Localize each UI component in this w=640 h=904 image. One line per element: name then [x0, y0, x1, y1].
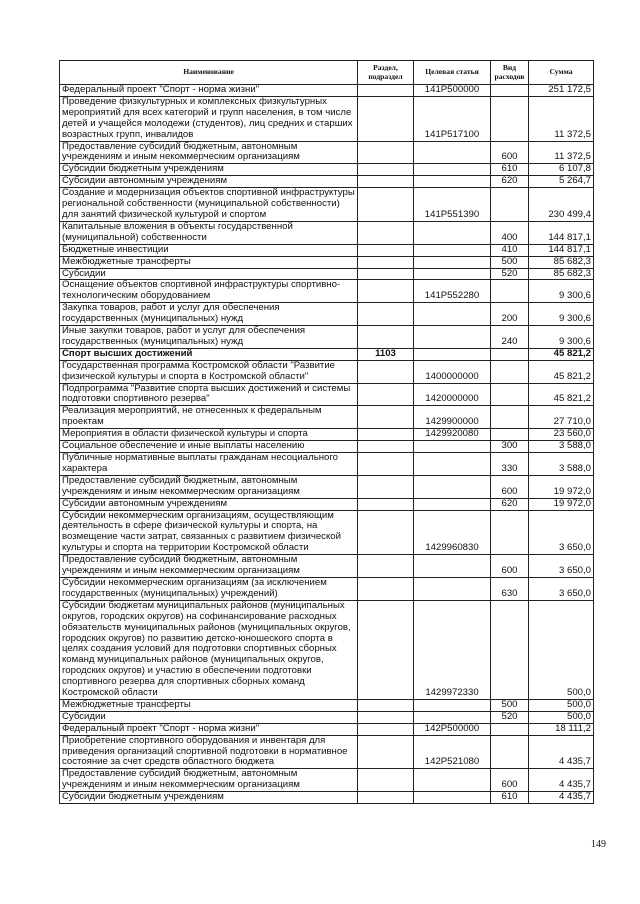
table-row	[60, 429, 594, 441]
cell-section	[358, 441, 414, 453]
table-row	[60, 164, 594, 176]
cell-sum: 5 264,7	[529, 176, 594, 188]
cell-sum: 3 588,0	[529, 441, 594, 453]
cell-target	[414, 244, 491, 256]
cell-sum: 19 972,0	[529, 475, 594, 498]
cell-section	[358, 792, 414, 804]
cell-target	[414, 792, 491, 804]
cell-target: 141P500000	[414, 85, 491, 97]
cell-target: 1429920080	[414, 429, 491, 441]
cell-expense	[491, 280, 529, 303]
cell-sum: 85 682,3	[529, 256, 594, 268]
cell-expense: 600	[491, 555, 529, 578]
cell-expense	[491, 406, 529, 429]
cell-name: Субсидии бюджетным учреждениям	[60, 792, 358, 804]
cell-expense: 610	[491, 164, 529, 176]
cell-name: Субсидии автономным учреждениям	[60, 498, 358, 510]
cell-target	[414, 256, 491, 268]
cell-target	[414, 221, 491, 244]
cell-target	[414, 348, 491, 360]
cell-expense	[491, 735, 529, 769]
header-expense: Вид расходов	[491, 61, 529, 85]
cell-target: 141P517100	[414, 96, 491, 141]
table-row	[60, 406, 594, 429]
cell-name: Субсидии некоммерческим организациям (за исключением государственных (муниципальных) учреждений)	[60, 577, 358, 600]
cell-section	[358, 256, 414, 268]
table-row	[60, 256, 594, 268]
cell-target	[414, 141, 491, 164]
cell-name: Капитальные вложения в объекты государственной (муниципальной) собственности	[60, 221, 358, 244]
table-row	[60, 498, 594, 510]
cell-section	[358, 453, 414, 476]
cell-name: Бюджетные инвестиции	[60, 244, 358, 256]
table-row	[60, 383, 594, 406]
cell-sum: 500,0	[529, 699, 594, 711]
cell-expense: 610	[491, 792, 529, 804]
cell-name: Публичные нормативные выплаты гражданам несоциального характера	[60, 453, 358, 476]
cell-name: Субсидии бюджетам муниципальных районов (муниципальных округов, городских округов) на софинансирование расходных обязательств муниципальных районов (муниципальных округов, городских округов) по развитию детско-юношеского спорта в целях создания условий для подготовки спортивных сборных команд муниципальных районов (муниципальных округов, городских округов) и участию в обеспечении подготовки спортивного резерва для спортивных сборных команд Костромской области	[60, 600, 358, 699]
cell-section	[358, 429, 414, 441]
cell-sum: 251 172,5	[529, 85, 594, 97]
cell-target	[414, 475, 491, 498]
cell-section	[358, 600, 414, 699]
cell-expense: 520	[491, 711, 529, 723]
cell-section: 1103	[358, 348, 414, 360]
table-row	[60, 475, 594, 498]
cell-target	[414, 303, 491, 326]
cell-expense: 620	[491, 498, 529, 510]
cell-expense: 240	[491, 326, 529, 349]
table-row	[60, 176, 594, 188]
cell-name: Федеральный проект "Спорт - норма жизни"	[60, 85, 358, 97]
cell-target: 1429972330	[414, 600, 491, 699]
cell-expense	[491, 348, 529, 360]
cell-target	[414, 555, 491, 578]
table-row	[60, 555, 594, 578]
budget-sheet	[59, 60, 593, 804]
cell-name: Социальное обеспечение и иные выплаты населению	[60, 441, 358, 453]
table-row	[60, 348, 594, 360]
cell-target	[414, 176, 491, 188]
cell-section	[358, 555, 414, 578]
cell-expense: 330	[491, 453, 529, 476]
cell-section	[358, 188, 414, 222]
table-row	[60, 723, 594, 735]
cell-name: Межбюджетные трансферты	[60, 699, 358, 711]
cell-name: Подпрограмма "Развитие спорта высших достижений и системы подготовки спортивного резерва"	[60, 383, 358, 406]
cell-sum: 3 650,0	[529, 577, 594, 600]
cell-sum: 4 435,7	[529, 735, 594, 769]
cell-section	[358, 221, 414, 244]
cell-sum: 45 821,2	[529, 348, 594, 360]
table-row	[60, 441, 594, 453]
cell-name: Государственная программа Костромской области "Развитие физической культуры и спорта в Костромской области"	[60, 360, 358, 383]
cell-section	[358, 176, 414, 188]
table-row	[60, 326, 594, 349]
cell-name: Субсидии	[60, 711, 358, 723]
cell-expense: 500	[491, 699, 529, 711]
cell-expense	[491, 360, 529, 383]
cell-expense	[491, 188, 529, 222]
table-row	[60, 453, 594, 476]
cell-sum: 4 435,7	[529, 792, 594, 804]
cell-sum: 9 300,6	[529, 303, 594, 326]
cell-target	[414, 441, 491, 453]
table-row	[60, 711, 594, 723]
cell-name: Проведение физкультурных и комплексных физкультурных мероприятий для всех категорий и групп населения, в том числе детей и учащейся молодежи (студентов), лиц средних и старших возрастных групп, инвалидов	[60, 96, 358, 141]
cell-sum: 230 499,4	[529, 188, 594, 222]
table-row	[60, 96, 594, 141]
cell-name: Субсидии	[60, 268, 358, 280]
cell-name: Предоставление субсидий бюджетным, автономным учреждениям и иным некоммерческим организациям	[60, 555, 358, 578]
cell-expense: 520	[491, 268, 529, 280]
cell-target	[414, 453, 491, 476]
cell-expense	[491, 723, 529, 735]
header-name: Наименование	[60, 61, 358, 85]
cell-name: Приобретение спортивного оборудования и инвентаря для приведения организаций спортивной подготовки в нормативное состояние за счет средств областного бюджета	[60, 735, 358, 769]
cell-name: Спорт высших достижений	[60, 348, 358, 360]
cell-target: 1420000000	[414, 383, 491, 406]
cell-expense: 400	[491, 221, 529, 244]
cell-name: Субсидии некоммерческим организациям, осуществляющим деятельность в сфере физической культуры и спорта, на возмещение части затрат, связанных с развитием физической культуры и спорта на территории Костромской области	[60, 510, 358, 555]
cell-sum: 45 821,2	[529, 360, 594, 383]
cell-sum: 3 650,0	[529, 555, 594, 578]
cell-expense: 500	[491, 256, 529, 268]
table-row	[60, 792, 594, 804]
table-row	[60, 735, 594, 769]
table-row	[60, 360, 594, 383]
cell-section	[358, 303, 414, 326]
table-row	[60, 699, 594, 711]
cell-target: 141P551390	[414, 188, 491, 222]
cell-name: Предоставление субсидий бюджетным, автономным учреждениям и иным некоммерческим организациям	[60, 141, 358, 164]
cell-target: 1429900000	[414, 406, 491, 429]
cell-sum: 45 821,2	[529, 383, 594, 406]
table-body	[60, 85, 594, 804]
cell-name: Иные закупки товаров, работ и услуг для обеспечения государственных (муниципальных) нужд	[60, 326, 358, 349]
cell-target	[414, 577, 491, 600]
table-row	[60, 244, 594, 256]
table-row	[60, 141, 594, 164]
cell-section	[358, 164, 414, 176]
cell-sum: 19 972,0	[529, 498, 594, 510]
cell-target	[414, 164, 491, 176]
cell-section	[358, 769, 414, 792]
table-row	[60, 769, 594, 792]
cell-section	[358, 510, 414, 555]
cell-expense	[491, 600, 529, 699]
cell-section	[358, 475, 414, 498]
cell-section	[358, 96, 414, 141]
table-row	[60, 577, 594, 600]
cell-section	[358, 406, 414, 429]
table-header-row	[60, 61, 594, 85]
table-row	[60, 85, 594, 97]
cell-sum: 3 588,0	[529, 453, 594, 476]
cell-name: Реализация мероприятий, не отнесенных к федеральным проектам	[60, 406, 358, 429]
cell-section	[358, 711, 414, 723]
cell-sum: 3 650,0	[529, 510, 594, 555]
cell-section	[358, 85, 414, 97]
cell-target: 142P500000	[414, 723, 491, 735]
cell-section	[358, 723, 414, 735]
cell-sum: 6 107,8	[529, 164, 594, 176]
cell-sum: 11 372,5	[529, 141, 594, 164]
cell-sum: 23 560,0	[529, 429, 594, 441]
table-row	[60, 510, 594, 555]
header-section: Раздел, подраздел	[358, 61, 414, 85]
cell-name: Субсидии автономным учреждениям	[60, 176, 358, 188]
table-row	[60, 303, 594, 326]
header-target: Целевая статья	[414, 61, 491, 85]
cell-target	[414, 326, 491, 349]
cell-section	[358, 735, 414, 769]
cell-section	[358, 498, 414, 510]
cell-section	[358, 141, 414, 164]
cell-expense: 630	[491, 577, 529, 600]
cell-sum: 4 435,7	[529, 769, 594, 792]
cell-target	[414, 268, 491, 280]
cell-expense: 600	[491, 769, 529, 792]
table-row	[60, 280, 594, 303]
cell-name: Предоставление субсидий бюджетным, автономным учреждениям и иным некоммерческим организациям	[60, 769, 358, 792]
cell-sum: 85 682,3	[529, 268, 594, 280]
cell-expense: 200	[491, 303, 529, 326]
header-sum: Сумма	[529, 61, 594, 85]
cell-name: Субсидии бюджетным учреждениям	[60, 164, 358, 176]
cell-sum: 18 111,2	[529, 723, 594, 735]
cell-name: Мероприятия в области физической культуры и спорта	[60, 429, 358, 441]
cell-target	[414, 711, 491, 723]
cell-sum: 27 710,0	[529, 406, 594, 429]
cell-name: Межбюджетные трансферты	[60, 256, 358, 268]
cell-expense	[491, 383, 529, 406]
cell-name: Оснащение объектов спортивной инфраструктуры спортивно-технологическим оборудованием	[60, 280, 358, 303]
table-row	[60, 188, 594, 222]
cell-section	[358, 244, 414, 256]
cell-section	[358, 699, 414, 711]
cell-expense: 410	[491, 244, 529, 256]
cell-target	[414, 769, 491, 792]
cell-target	[414, 498, 491, 510]
cell-section	[358, 280, 414, 303]
page-number: 149	[591, 839, 606, 850]
cell-section	[358, 577, 414, 600]
cell-name: Создание и модернизация объектов спортивной инфраструктуры региональной собственности (муниципальной собственности) для занятий физической культурой и спортом	[60, 188, 358, 222]
cell-expense: 600	[491, 475, 529, 498]
cell-expense: 620	[491, 176, 529, 188]
cell-sum: 9 300,6	[529, 326, 594, 349]
cell-name: Закупка товаров, работ и услуг для обеспечения государственных (муниципальных) нужд	[60, 303, 358, 326]
cell-expense	[491, 85, 529, 97]
cell-sum: 144 817,1	[529, 221, 594, 244]
cell-sum: 9 300,6	[529, 280, 594, 303]
cell-expense	[491, 510, 529, 555]
cell-expense: 600	[491, 141, 529, 164]
cell-sum: 11 372,5	[529, 96, 594, 141]
cell-name: Предоставление субсидий бюджетным, автономным учреждениям и иным некоммерческим организациям	[60, 475, 358, 498]
table-row	[60, 600, 594, 699]
cell-sum: 144 817,1	[529, 244, 594, 256]
cell-target: 142P521080	[414, 735, 491, 769]
cell-sum: 500,0	[529, 600, 594, 699]
cell-sum: 500,0	[529, 711, 594, 723]
cell-target: 141P552280	[414, 280, 491, 303]
cell-expense	[491, 96, 529, 141]
cell-target	[414, 699, 491, 711]
table-row	[60, 221, 594, 244]
cell-section	[358, 326, 414, 349]
cell-target: 1429960830	[414, 510, 491, 555]
cell-section	[358, 383, 414, 406]
cell-expense: 300	[491, 441, 529, 453]
cell-section	[358, 268, 414, 280]
table-row	[60, 268, 594, 280]
cell-expense	[491, 429, 529, 441]
cell-name: Федеральный проект "Спорт - норма жизни"	[60, 723, 358, 735]
budget-table	[59, 60, 594, 804]
cell-target: 1400000000	[414, 360, 491, 383]
cell-section	[358, 360, 414, 383]
